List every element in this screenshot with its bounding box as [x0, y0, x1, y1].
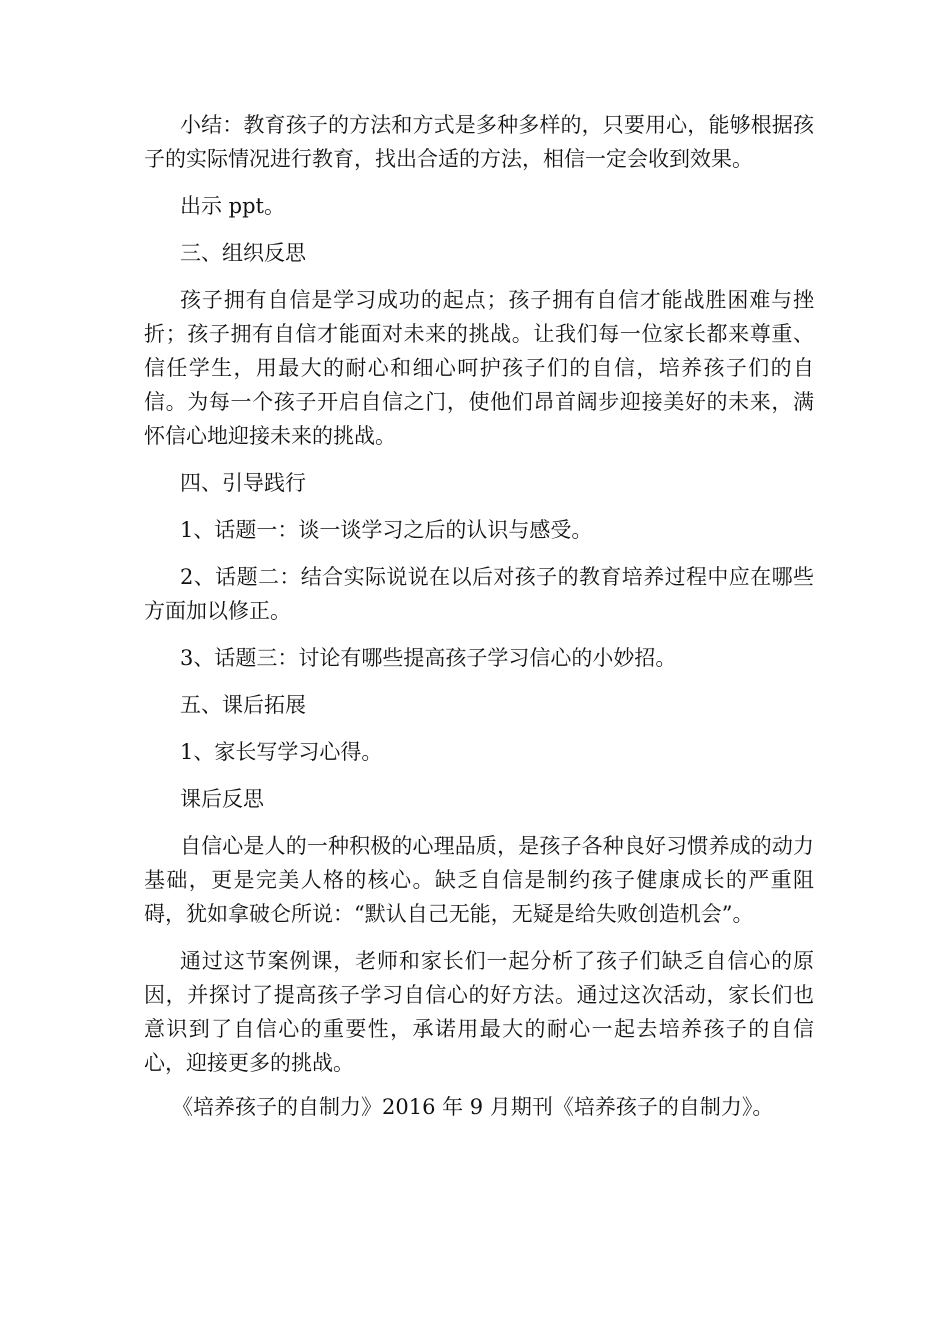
- section-heading-practice: 四、引导践行: [180, 471, 306, 495]
- confidence-paragraph: 自信心是人的一种积极的心理品质，是孩子各种良好习惯养成的动力基础，更是完美人格的核心。缺乏自信是制约孩子健康成长的严重阻碍，犹如拿破仑所说：“默认自己无能，无疑是给失败创造机会”。: [144, 834, 814, 926]
- section-heading-post-class-reflection: 课后反思: [180, 787, 264, 811]
- section-heading-extension: 五、课后拓展: [180, 693, 306, 717]
- document-body: [144, 108, 814, 1137]
- article-title-line: 《培养孩子的自制力》2016 年 9 月期刊《培养孩子的自制力》。: [172, 1095, 774, 1119]
- conclusion-paragraph: 通过这节案例课，老师和家长们一起分析了孩子们缺乏自信心的原因，并探讨了提高孩子学习自信心的好方法。通过这次活动，家长们也意识到了自信心的重要性，承诺用最大的耐心一起去培养孩子的自信心，迎接更多的挑战。: [144, 949, 814, 1075]
- extension-item-1: 1、家长写学习心得。: [180, 740, 383, 764]
- section-heading-reflection: 三、组织反思: [180, 241, 306, 265]
- topic-item-1: 1、话题一：谈一谈学习之后的认识与感受。: [180, 518, 593, 542]
- show-ppt-paragraph: 出示 ppt。: [180, 194, 285, 218]
- topic-item-2: 2、话题二：结合实际说说在以后对孩子的教育培养过程中应在哪些方面加以修正。: [144, 565, 814, 623]
- summary-paragraph: 小结：教育孩子的方法和方式是多种多样的，只要用心，能够根据孩子的实际情况进行教育，找出合适的方法，相信一定会收到效果。: [144, 113, 814, 171]
- topic-item-3: 3、话题三：讨论有哪些提高孩子学习信心的小妙招。: [180, 646, 677, 670]
- reflection-paragraph: 孩子拥有自信是学习成功的起点；孩子拥有自信才能战胜困难与挫折；孩子拥有自信才能面对未来的挑战。让我们每一位家长都来尊重、信任学生，用最大的耐心和细心呵护孩子们的自信，培养孩子们的自信。为每一个孩子开启自信之门，使他们昂首阔步迎接美好的未来，满怀信心地迎接未来的挑战。: [144, 288, 814, 448]
